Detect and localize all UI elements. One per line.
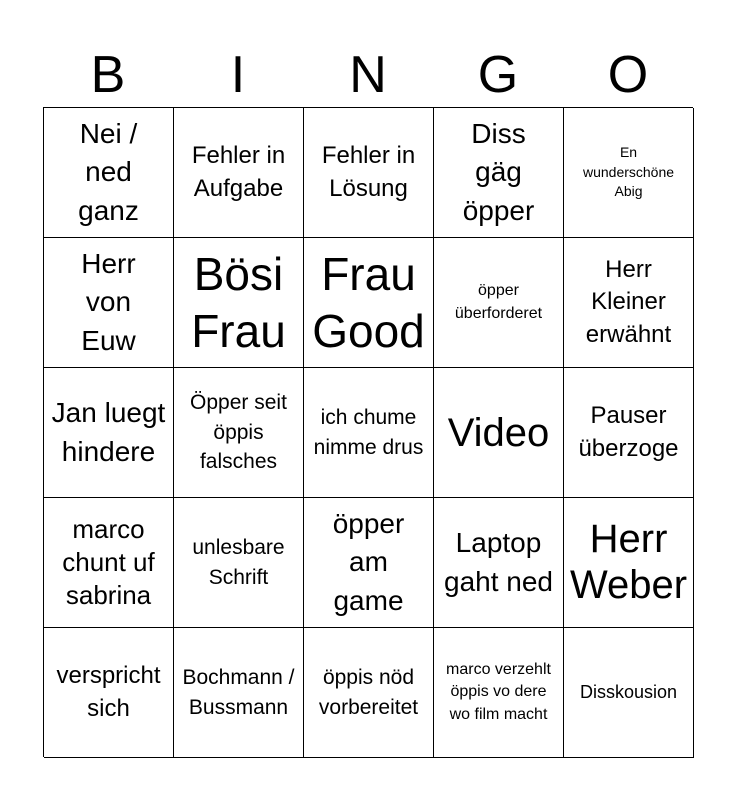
bingo-cell[interactable] — [174, 108, 304, 238]
bingo-cell[interactable] — [304, 498, 434, 628]
cell-text: öpper überforderet — [454, 282, 543, 322]
bingo-cell[interactable] — [434, 628, 564, 758]
cell-text: Bösi Frau — [191, 248, 286, 357]
cell-text: öpper am game — [332, 508, 405, 616]
cell-text: marco verzehlt öppis vo dere wo film macht — [446, 660, 551, 723]
bingo-cell[interactable] — [174, 238, 304, 368]
cell-text: Video — [447, 410, 550, 455]
header-letter-b: B — [90, 46, 126, 104]
bingo-header — [43, 42, 693, 108]
bingo-cell[interactable] — [174, 498, 304, 628]
bingo-cell[interactable] — [564, 498, 694, 628]
bingo-cell[interactable] — [564, 108, 694, 238]
bingo-cell[interactable] — [434, 498, 564, 628]
cell-text: En wunderschöne Abig — [582, 144, 675, 200]
bingo-cell[interactable] — [44, 238, 174, 368]
bingo-cell[interactable] — [174, 628, 304, 758]
bingo-cell[interactable] — [434, 238, 564, 368]
bingo-cell[interactable] — [434, 108, 564, 238]
bingo-cell[interactable] — [174, 368, 304, 498]
bingo-cell[interactable] — [564, 368, 694, 498]
header-letter-i: I — [230, 46, 246, 104]
cell-text: unlesbare Schrift — [192, 536, 285, 589]
bingo-cell[interactable] — [304, 628, 434, 758]
bingo-cell[interactable] — [564, 628, 694, 758]
cell-text: marco chunt uf sabrina — [62, 513, 155, 611]
cell-text: Nei / ned ganz — [78, 118, 139, 226]
cell-text: Öpper seit öppis falsches — [190, 391, 287, 474]
cell-text: Herr Kleiner erwähnt — [585, 255, 672, 348]
cell-text: Jan luegt hindere — [51, 397, 166, 467]
cell-text: Diss gäg öpper — [462, 118, 535, 226]
bingo-cell[interactable] — [44, 498, 174, 628]
header-letter-g: G — [477, 46, 519, 104]
cell-text: verspricht sich — [56, 662, 161, 722]
cell-text: ich chume nimme drus — [313, 406, 424, 459]
cell-text: Herr Weber — [569, 517, 688, 607]
header-letter-o: O — [607, 46, 649, 104]
bingo-board — [43, 107, 693, 757]
cell-text: Fehler in Lösung — [321, 142, 416, 202]
bingo-cell[interactable] — [44, 628, 174, 758]
cell-text: Herr von Euw — [81, 248, 136, 356]
cell-text: Bochmann / Bussmann — [182, 666, 295, 719]
cell-text: Laptop gaht ned — [444, 527, 553, 597]
bingo-cell[interactable] — [44, 108, 174, 238]
bingo-cell[interactable] — [304, 368, 434, 498]
cell-text: Frau Good — [312, 248, 425, 357]
bingo-cell[interactable] — [564, 238, 694, 368]
bingo-cell[interactable] — [434, 368, 564, 498]
bingo-cell[interactable] — [44, 368, 174, 498]
cell-text: Fehler in Aufgabe — [191, 142, 286, 202]
cell-text: Pauser überzoge — [578, 402, 679, 462]
bingo-cell[interactable] — [304, 108, 434, 238]
header-letter-n: N — [349, 46, 387, 104]
cell-text: öppis nöd vorbereitet — [318, 666, 419, 719]
cell-text: Disskousion — [579, 682, 678, 703]
bingo-cell[interactable] — [304, 238, 434, 368]
